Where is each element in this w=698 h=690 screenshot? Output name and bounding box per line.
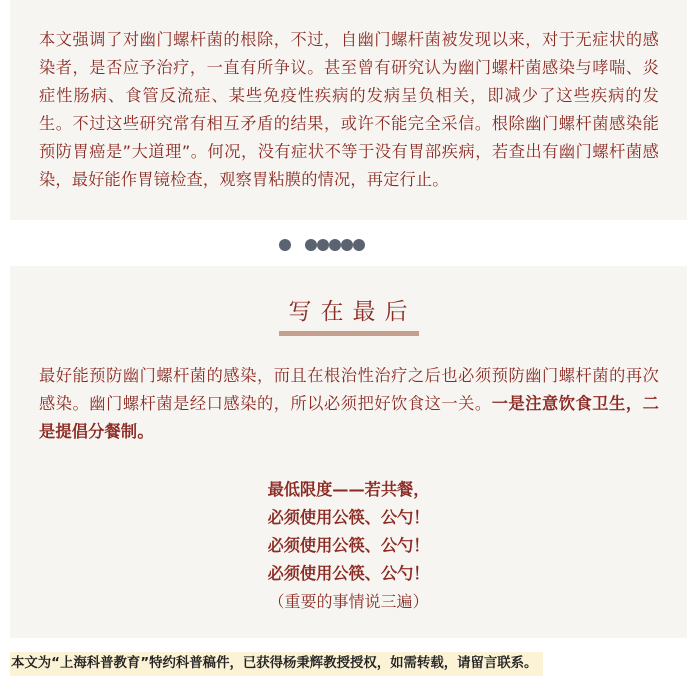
text-card-bottom	[10, 266, 687, 638]
body-paragraph: 本文强调了对幽门螺杆菌的根除，不过，自幽门螺杆菌被发现以来，对于无症状的感染者，是否应予治疗，一直有所争议。甚至曾有研究认为幽门螺杆菌感染与哮喘、炎症性肠病、食管反流症、某些免疫性疾病的发病呈负相关，即减少了这些疾病的发生。不过这些研究常有相互矛盾的结果，或许不能完全采信。根除幽门螺杆菌感染能预防胃癌是”大道理”。何况，没有症状不等于没有胃部疾病，若查出有幽门螺杆菌感染，最好能作胃镜检查，观察胃粘膜的情况，再定行止。	[39, 30, 659, 189]
emphasis-line: 最低限度——若共餐，	[267, 480, 430, 499]
section-heading: 写在最后	[279, 296, 419, 336]
conclusion-paragraph	[39, 362, 659, 446]
divider-dot	[341, 239, 353, 251]
emphasis-line: 必须使用公筷、公勺！	[267, 536, 430, 555]
conclusion-emphasis: 一是注意饮食卫生，二是提倡分餐制。	[39, 394, 659, 441]
divider-dot	[279, 239, 291, 251]
section-heading-wrap	[10, 296, 687, 336]
emphasis-line: 必须使用公筷、公勺！	[267, 508, 430, 527]
divider-dot	[305, 239, 317, 251]
section-divider-dots	[0, 237, 698, 253]
emphasis-note: （重要的事情说三遍）	[268, 592, 429, 611]
copyright-footer: 本文为“上海科普教育”特约科普稿件，已获得杨秉辉教授授权，如需转载，请留言联系。	[10, 652, 543, 676]
divider-dot	[353, 239, 365, 251]
emphasis-block	[10, 476, 687, 616]
divider-dot	[317, 239, 329, 251]
emphasis-line: 必须使用公筷、公勺！	[267, 564, 430, 583]
text-card-top	[10, 0, 687, 220]
conclusion-text: 最好能预防幽门螺杆菌的感染，而且在根治性治疗之后也必须预防幽门螺杆菌的再次感染。幽门螺杆菌是经口感染的，所以必须把好饮食这一关。	[39, 366, 659, 413]
divider-dot	[329, 239, 341, 251]
